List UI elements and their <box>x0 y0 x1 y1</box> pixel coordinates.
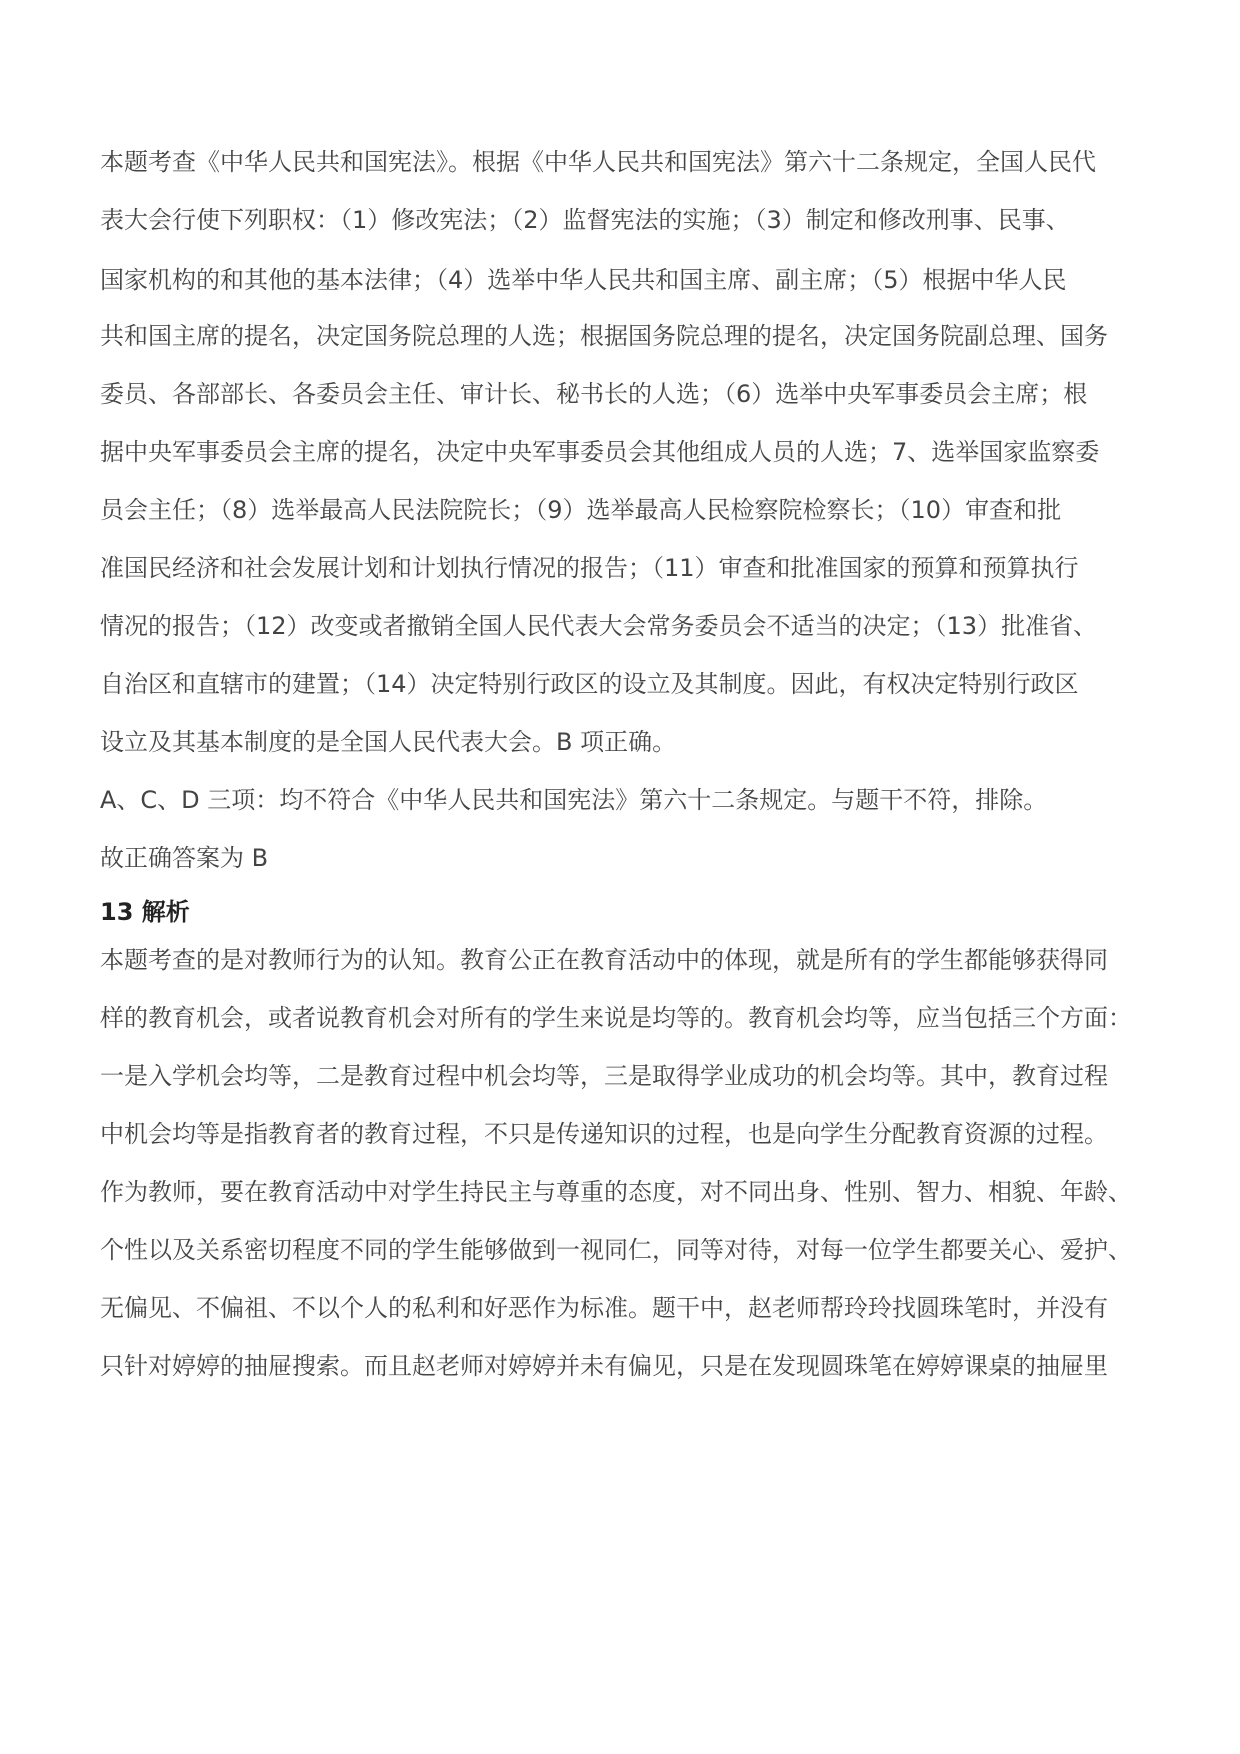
paragraph-line: 只针对婷婷的抽屉搜索。而且赵老师对婷婷并未有偏见，只是在发现圆珠笔在婷婷课桌的抽屉里 <box>100 1352 1108 1380</box>
other-options-line: A、C、D 三项：均不符合《中华人民共和国宪法》第六十二条规定。与题干不符，排除。 <box>100 786 1048 814</box>
paragraph-line: 自治区和直辖市的建置；（14）决定特别行政区的设立及其制度。因此，有权决定特别行政区 <box>100 670 1079 698</box>
paragraph-line: 表大会行使下列职权：（1）修改宪法；（2）监督宪法的实施；（3）制定和修改刑事、民事、 <box>100 206 1070 234</box>
paragraph-line: 情况的报告；（12）改变或者撤销全国人民代表大会常务委员会不适当的决定；（13）批准省、 <box>100 612 1098 640</box>
paragraph-line: 本题考查《中华人民共和国宪法》。根据《中华人民共和国宪法》第六十二条规定，全国人民代 <box>100 148 1096 176</box>
paragraph-line: 作为教师，要在教育活动中对学生持民主与尊重的态度，对不同出身、性别、智力、相貌、年龄、 <box>100 1178 1132 1206</box>
answer-line: 故正确答案为 B <box>100 844 269 872</box>
paragraph-line: 共和国主席的提名，决定国务院总理的人选；根据国务院总理的提名，决定国务院副总理、国务 <box>100 322 1108 350</box>
paragraph-line: 据中央军事委员会主席的提名，决定中央军事委员会其他组成人员的人选；7、选举国家监察委 <box>100 438 1100 466</box>
paragraph-line: 个性以及关系密切程度不同的学生能够做到一视同仁，同等对待，对每一位学生都要关心、爱护、 <box>100 1236 1132 1264</box>
paragraph-line: 中机会均等是指教育者的教育过程，不只是传递知识的过程，也是向学生分配教育资源的过程。 <box>100 1120 1108 1148</box>
paragraph-line: 设立及其基本制度的是全国人民代表大会。B 项正确。 <box>100 728 677 756</box>
paragraph-line: 员会主任；（8）选举最高人民法院院长；（9）选举最高人民检察院检察长；（10）审查和批 <box>100 496 1062 524</box>
paragraph-line: 委员、各部部长、各委员会主任、审计长、秘书长的人选；（6）选举中央军事委员会主席；根 <box>100 380 1088 408</box>
paragraph-line: 准国民经济和社会发展计划和计划执行情况的报告；（11）审查和批准国家的预算和预算执行 <box>100 554 1079 582</box>
paragraph-line: 一是入学机会均等，二是教育过程中机会均等，三是取得学业成功的机会均等。其中，教育过程 <box>100 1062 1108 1090</box>
paragraph-line: 无偏见、不偏祖、不以个人的私利和好恶作为标准。题干中，赵老师帮玲玲找圆珠笔时，并没有 <box>100 1294 1108 1322</box>
paragraph-line: 样的教育机会，或者说教育机会对所有的学生来说是均等的。教育机会均等，应当包括三个方面： <box>100 1004 1132 1032</box>
paragraph-line: 本题考查的是对教师行为的认知。教育公正在教育活动中的体现，就是所有的学生都能够获得同 <box>100 946 1108 974</box>
section-heading: 13 解析 <box>100 898 190 926</box>
paragraph-line: 国家机构的和其他的基本法律；（4）选举中华人民共和国主席、副主席；（5）根据中华人民 <box>100 266 1067 294</box>
